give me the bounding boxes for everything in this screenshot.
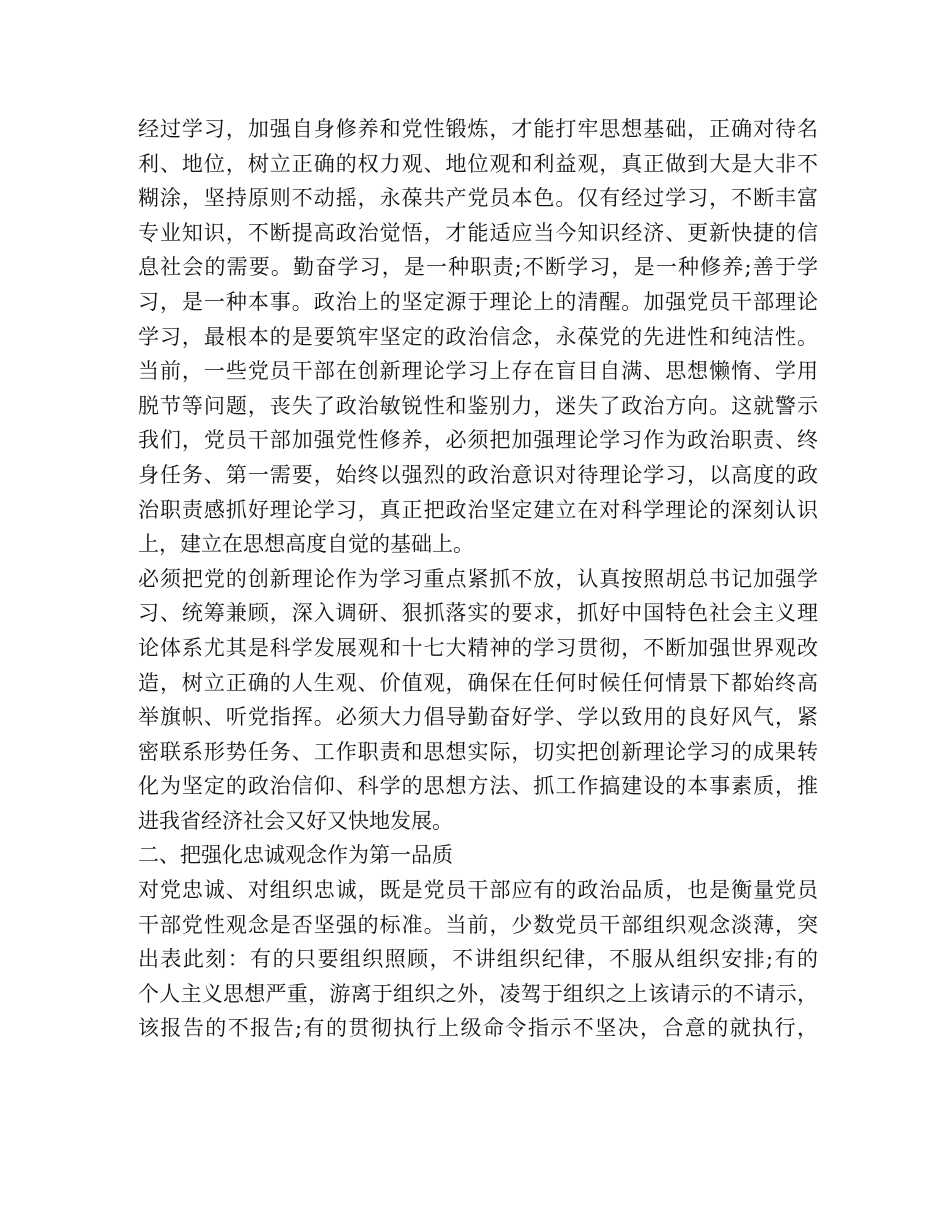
text-line: 进我省经济社会又好又快地发展。 — [138, 808, 453, 833]
text-line: 该报告的不报告;有的贯彻执行上级命令指示不坚决，合意的就执行， — [138, 1016, 818, 1041]
section-heading: 二、把强化忠诚观念作为第一品质 — [138, 843, 453, 868]
text-line: 个人主义思想严重，游离于组织之外，凌驾于组织之上该请示的不请示， — [138, 981, 818, 1006]
text-line: 上，建立在思想高度自觉的基础上。 — [138, 532, 474, 557]
text-line: 习、统筹兼顾，深入调研、狠抓落实的要求，抓好中国特色社会主义理 — [138, 601, 818, 626]
text-line: 糊涂，坚持原则不动摇，永葆共产党员本色。仅有经过学习，不断丰富 — [138, 186, 818, 211]
text-line: 治职责感抓好理论学习，真正把政治坚定建立在对科学理论的深刻认识 — [138, 497, 818, 522]
text-line: 干部党性观念是否坚强的标准。当前，少数党员干部组织观念淡薄，突 — [138, 912, 818, 937]
text-line: 密联系形势任务、工作职责和思想实际，切实把创新理论学习的成果转 — [138, 739, 818, 764]
text-line: 举旗帜、听党指挥。必须大力倡导勤奋好学、学以致用的良好风气，紧 — [138, 705, 818, 730]
text-line: 身任务、第一需要，始终以强烈的政治意识对待理论学习，以高度的政 — [138, 462, 818, 487]
document-body — [138, 112, 818, 1046]
text-line: 论体系尤其是科学发展观和十七大精神的学习贯彻，不断加强世界观改 — [138, 635, 818, 660]
text-line: 学习，最根本的是要筑牢坚定的政治信念，永葆党的先进性和纯洁性。 — [138, 324, 818, 349]
text-line: 当前，一些党员干部在创新理论学习上存在盲目自满、思想懒惰、学用 — [138, 359, 818, 384]
text-line: 造，树立正确的人生观、价值观，确保在任何时候任何情景下都始终高 — [138, 670, 818, 695]
text-line: 利、地位，树立正确的权力观、地位观和利益观，真正做到大是大非不 — [138, 151, 818, 176]
text-line: 出表此刻：有的只要组织照顾，不讲组织纪律，不服从组织安排;有的 — [138, 947, 818, 972]
text-line: 息社会的需要。勤奋学习，是一种职责;不断学习，是一种修养;善于学 — [138, 255, 818, 280]
text-line: 我们，党员干部加强党性修养，必须把加强理论学习作为政治职责、终 — [138, 428, 818, 453]
text-line: 对党忠诚、对组织忠诚，既是党员干部应有的政治品质，也是衡量党员 — [138, 878, 818, 903]
text-line: 脱节等问题，丧失了政治敏锐性和鉴别力，迷失了政治方向。这就警示 — [138, 393, 818, 418]
text-line: 经过学习，加强自身修养和党性锻炼，才能打牢思想基础，正确对待名 — [138, 117, 818, 141]
text-line: 专业知识，不断提高政治觉悟，才能适应当今知识经济、更新快捷的信 — [138, 220, 818, 245]
text-line: 化为坚定的政治信仰、科学的思想方法、抓工作搞建设的本事素质，推 — [138, 774, 818, 799]
text-line: 必须把党的创新理论作为学习重点紧抓不放，认真按照胡总书记加强学 — [138, 566, 818, 591]
text-line: 习，是一种本事。政治上的坚定源于理论上的清醒。加强党员干部理论 — [138, 289, 818, 314]
